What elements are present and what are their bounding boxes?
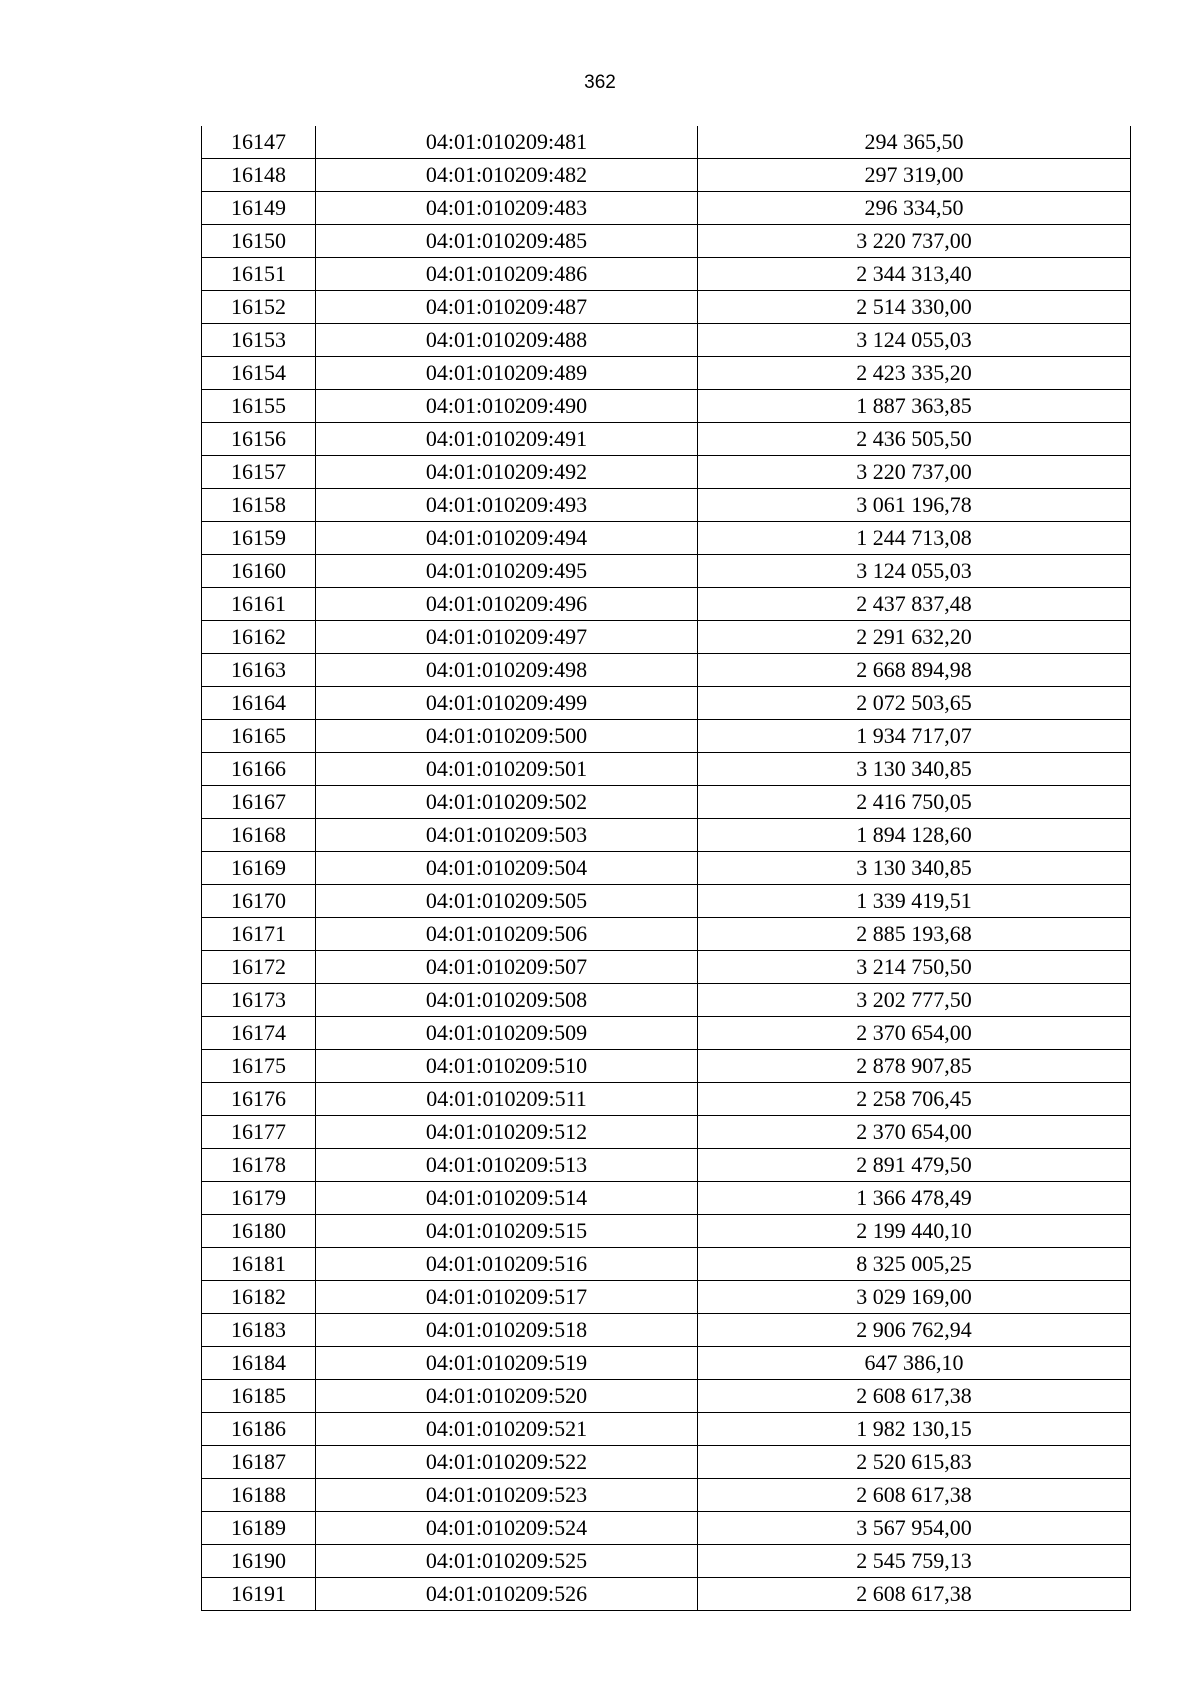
table-row [202, 852, 1131, 885]
cadastral-value-cell: 647 386,10 [698, 1347, 1131, 1380]
cadastral-value-cell: 3 202 777,50 [698, 984, 1131, 1017]
cadastral-number-cell: 04:01:010209:498 [316, 654, 698, 687]
cadastral-number-cell: 04:01:010209:490 [316, 390, 698, 423]
cadastral-number-cell: 04:01:010209:514 [316, 1182, 698, 1215]
row-number-cell: 16167 [202, 786, 316, 819]
table-row [202, 258, 1131, 291]
row-number-cell: 16190 [202, 1545, 316, 1578]
cadastral-value-cell: 3 220 737,00 [698, 225, 1131, 258]
cadastral-number-cell: 04:01:010209:495 [316, 555, 698, 588]
row-number-cell: 16173 [202, 984, 316, 1017]
table-row [202, 1149, 1131, 1182]
table-row [202, 621, 1131, 654]
cadastral-number-cell: 04:01:010209:489 [316, 357, 698, 390]
cadastral-number-cell: 04:01:010209:517 [316, 1281, 698, 1314]
cadastral-number-cell: 04:01:010209:501 [316, 753, 698, 786]
cadastral-number-cell: 04:01:010209:496 [316, 588, 698, 621]
table-row [202, 819, 1131, 852]
cadastral-number-cell: 04:01:010209:520 [316, 1380, 698, 1413]
table-row [202, 753, 1131, 786]
table-row [202, 1479, 1131, 1512]
cadastral-value-cell: 2 520 615,83 [698, 1446, 1131, 1479]
table-row [202, 951, 1131, 984]
table-row [202, 1314, 1131, 1347]
cadastral-number-cell: 04:01:010209:504 [316, 852, 698, 885]
cadastral-number-cell: 04:01:010209:503 [316, 819, 698, 852]
cadastral-value-cell: 2 514 330,00 [698, 291, 1131, 324]
row-number-cell: 16175 [202, 1050, 316, 1083]
table-row [202, 1083, 1131, 1116]
cadastral-number-cell: 04:01:010209:510 [316, 1050, 698, 1083]
cadastral-number-cell: 04:01:010209:525 [316, 1545, 698, 1578]
cadastral-value-cell: 3 130 340,85 [698, 753, 1131, 786]
cadastral-number-cell: 04:01:010209:482 [316, 159, 698, 192]
row-number-cell: 16185 [202, 1380, 316, 1413]
cadastral-number-cell: 04:01:010209:500 [316, 720, 698, 753]
row-number-cell: 16181 [202, 1248, 316, 1281]
cadastral-value-cell: 2 370 654,00 [698, 1017, 1131, 1050]
table-row [202, 456, 1131, 489]
table-row [202, 1050, 1131, 1083]
cadastral-value-cell: 3 214 750,50 [698, 951, 1131, 984]
cadastral-value-cell: 294 365,50 [698, 126, 1131, 159]
table-row [202, 1017, 1131, 1050]
table-row [202, 786, 1131, 819]
row-number-cell: 16188 [202, 1479, 316, 1512]
row-number-cell: 16186 [202, 1413, 316, 1446]
cadastral-number-cell: 04:01:010209:497 [316, 621, 698, 654]
row-number-cell: 16156 [202, 423, 316, 456]
cadastral-value-cell: 3 124 055,03 [698, 555, 1131, 588]
cadastral-value-cell: 1 894 128,60 [698, 819, 1131, 852]
cadastral-number-cell: 04:01:010209:493 [316, 489, 698, 522]
row-number-cell: 16166 [202, 753, 316, 786]
page-number: 362 [584, 72, 616, 93]
cadastral-number-cell: 04:01:010209:499 [316, 687, 698, 720]
row-number-cell: 16180 [202, 1215, 316, 1248]
cadastral-value-cell: 3 124 055,03 [698, 324, 1131, 357]
cadastral-value-cell: 2 291 632,20 [698, 621, 1131, 654]
table-row [202, 192, 1131, 225]
cadastral-number-cell: 04:01:010209:508 [316, 984, 698, 1017]
table-row [202, 1215, 1131, 1248]
cadastral-value-cell: 1 982 130,15 [698, 1413, 1131, 1446]
row-number-cell: 16161 [202, 588, 316, 621]
row-number-cell: 16163 [202, 654, 316, 687]
cadastral-number-cell: 04:01:010209:507 [316, 951, 698, 984]
row-number-cell: 16152 [202, 291, 316, 324]
table-row [202, 489, 1131, 522]
row-number-cell: 16179 [202, 1182, 316, 1215]
table-row [202, 291, 1131, 324]
cadastral-number-cell: 04:01:010209:505 [316, 885, 698, 918]
row-number-cell: 16165 [202, 720, 316, 753]
cadastral-number-cell: 04:01:010209:518 [316, 1314, 698, 1347]
row-number-cell: 16174 [202, 1017, 316, 1050]
table-row [202, 1578, 1131, 1611]
table-body [202, 126, 1131, 1611]
cadastral-number-cell: 04:01:010209:513 [316, 1149, 698, 1182]
cadastral-number-cell: 04:01:010209:492 [316, 456, 698, 489]
row-number-cell: 16147 [202, 126, 316, 159]
table-row [202, 885, 1131, 918]
cadastral-value-cell: 2 436 505,50 [698, 423, 1131, 456]
cadastral-value-cell: 3 567 954,00 [698, 1512, 1131, 1545]
table-row [202, 357, 1131, 390]
table-row [202, 1347, 1131, 1380]
cadastral-value-cell: 296 334,50 [698, 192, 1131, 225]
cadastral-number-cell: 04:01:010209:485 [316, 225, 698, 258]
cadastral-value-cell: 2 608 617,38 [698, 1380, 1131, 1413]
table-row [202, 1413, 1131, 1446]
row-number-cell: 16164 [202, 687, 316, 720]
cadastral-value-cell: 2 608 617,38 [698, 1479, 1131, 1512]
table-row [202, 324, 1131, 357]
row-number-cell: 16171 [202, 918, 316, 951]
cadastral-value-cell: 2 906 762,94 [698, 1314, 1131, 1347]
row-number-cell: 16160 [202, 555, 316, 588]
cadastral-value-cell: 1 339 419,51 [698, 885, 1131, 918]
cadastral-value-cell: 1 366 478,49 [698, 1182, 1131, 1215]
row-number-cell: 16162 [202, 621, 316, 654]
table-row [202, 522, 1131, 555]
table-row [202, 1446, 1131, 1479]
cadastral-number-cell: 04:01:010209:519 [316, 1347, 698, 1380]
table-row [202, 1380, 1131, 1413]
table-row [202, 390, 1131, 423]
row-number-cell: 16176 [202, 1083, 316, 1116]
cadastral-number-cell: 04:01:010209:524 [316, 1512, 698, 1545]
row-number-cell: 16177 [202, 1116, 316, 1149]
cadastral-value-cell: 297 319,00 [698, 159, 1131, 192]
table-row [202, 1182, 1131, 1215]
cadastral-number-cell: 04:01:010209:486 [316, 258, 698, 291]
cadastral-value-cell: 2 199 440,10 [698, 1215, 1131, 1248]
table-row [202, 1116, 1131, 1149]
row-number-cell: 16159 [202, 522, 316, 555]
cadastral-number-cell: 04:01:010209:481 [316, 126, 698, 159]
cadastral-value-cell: 2 878 907,85 [698, 1050, 1131, 1083]
table-row [202, 1248, 1131, 1281]
cadastral-number-cell: 04:01:010209:483 [316, 192, 698, 225]
table-row [202, 1545, 1131, 1578]
cadastral-value-cell: 2 891 479,50 [698, 1149, 1131, 1182]
table-row [202, 555, 1131, 588]
cadastral-value-cell: 1 887 363,85 [698, 390, 1131, 423]
table-row [202, 654, 1131, 687]
cadastral-value-cell: 3 130 340,85 [698, 852, 1131, 885]
cadastral-value-cell: 2 437 837,48 [698, 588, 1131, 621]
cadastral-number-cell: 04:01:010209:488 [316, 324, 698, 357]
cadastral-value-cell: 2 885 193,68 [698, 918, 1131, 951]
table-row [202, 687, 1131, 720]
cadastral-number-cell: 04:01:010209:523 [316, 1479, 698, 1512]
row-number-cell: 16151 [202, 258, 316, 291]
row-number-cell: 16148 [202, 159, 316, 192]
row-number-cell: 16184 [202, 1347, 316, 1380]
row-number-cell: 16170 [202, 885, 316, 918]
table-row [202, 720, 1131, 753]
cadastral-number-cell: 04:01:010209:487 [316, 291, 698, 324]
table-row [202, 159, 1131, 192]
cadastral-value-cell: 3 029 169,00 [698, 1281, 1131, 1314]
table-row [202, 588, 1131, 621]
cadastral-number-cell: 04:01:010209:515 [316, 1215, 698, 1248]
cadastral-value-cell: 2 370 654,00 [698, 1116, 1131, 1149]
row-number-cell: 16172 [202, 951, 316, 984]
cadastral-number-cell: 04:01:010209:526 [316, 1578, 698, 1611]
row-number-cell: 16158 [202, 489, 316, 522]
row-number-cell: 16168 [202, 819, 316, 852]
row-number-cell: 16182 [202, 1281, 316, 1314]
cadastral-number-cell: 04:01:010209:494 [316, 522, 698, 555]
cadastral-value-cell: 2 344 313,40 [698, 258, 1131, 291]
cadastral-value-cell: 2 072 503,65 [698, 687, 1131, 720]
table-row [202, 126, 1131, 159]
cadastral-value-cell: 3 061 196,78 [698, 489, 1131, 522]
row-number-cell: 16178 [202, 1149, 316, 1182]
cadastral-value-cell: 2 545 759,13 [698, 1545, 1131, 1578]
cadastral-number-cell: 04:01:010209:521 [316, 1413, 698, 1446]
cadastral-value-cell: 2 608 617,38 [698, 1578, 1131, 1611]
row-number-cell: 16150 [202, 225, 316, 258]
row-number-cell: 16155 [202, 390, 316, 423]
row-number-cell: 16149 [202, 192, 316, 225]
row-number-cell: 16187 [202, 1446, 316, 1479]
cadastral-number-cell: 04:01:010209:516 [316, 1248, 698, 1281]
row-number-cell: 16189 [202, 1512, 316, 1545]
cadastral-value-table [201, 126, 1131, 1611]
cadastral-value-cell: 2 423 335,20 [698, 357, 1131, 390]
row-number-cell: 16191 [202, 1578, 316, 1611]
cadastral-value-cell: 1 934 717,07 [698, 720, 1131, 753]
cadastral-value-cell: 2 258 706,45 [698, 1083, 1131, 1116]
cadastral-value-cell: 1 244 713,08 [698, 522, 1131, 555]
table-row [202, 984, 1131, 1017]
cadastral-number-cell: 04:01:010209:511 [316, 1083, 698, 1116]
cadastral-value-cell: 2 668 894,98 [698, 654, 1131, 687]
table-row [202, 225, 1131, 258]
row-number-cell: 16169 [202, 852, 316, 885]
cadastral-value-cell: 2 416 750,05 [698, 786, 1131, 819]
table-row [202, 423, 1131, 456]
cadastral-number-cell: 04:01:010209:506 [316, 918, 698, 951]
cadastral-value-cell: 3 220 737,00 [698, 456, 1131, 489]
cadastral-number-cell: 04:01:010209:491 [316, 423, 698, 456]
cadastral-number-cell: 04:01:010209:522 [316, 1446, 698, 1479]
table-row [202, 1281, 1131, 1314]
row-number-cell: 16153 [202, 324, 316, 357]
cadastral-value-cell: 8 325 005,25 [698, 1248, 1131, 1281]
row-number-cell: 16183 [202, 1314, 316, 1347]
cadastral-number-cell: 04:01:010209:512 [316, 1116, 698, 1149]
cadastral-number-cell: 04:01:010209:509 [316, 1017, 698, 1050]
row-number-cell: 16157 [202, 456, 316, 489]
table-row [202, 918, 1131, 951]
table-row [202, 1512, 1131, 1545]
cadastral-number-cell: 04:01:010209:502 [316, 786, 698, 819]
row-number-cell: 16154 [202, 357, 316, 390]
